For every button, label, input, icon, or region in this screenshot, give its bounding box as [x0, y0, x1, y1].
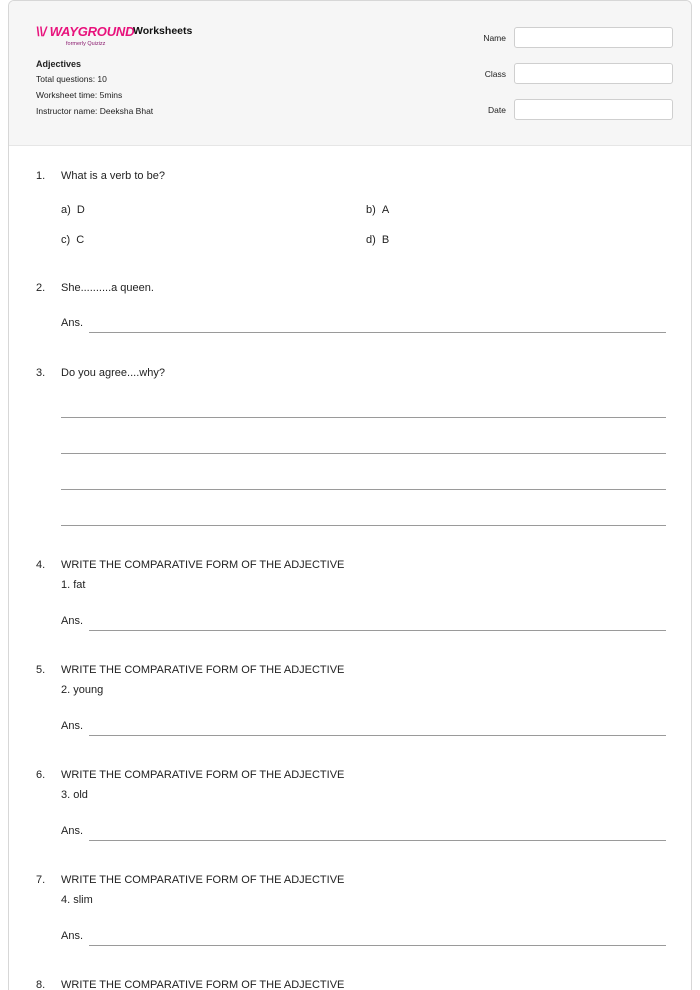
- option-c[interactable]: [61, 234, 84, 246]
- worksheet-title: Adjectives: [36, 59, 82, 69]
- date-label: Date: [488, 104, 506, 115]
- writing-line[interactable]: [61, 417, 666, 418]
- option-label: b): [366, 204, 376, 216]
- worksheet-page: [8, 0, 692, 990]
- date-field-row: [488, 99, 673, 120]
- question-number: 3.: [36, 367, 46, 379]
- question-subtext: 2. young: [61, 684, 104, 696]
- instructor-name: Instructor name: Deeksha Bhat: [36, 106, 154, 116]
- question-text: WRITE THE COMPARATIVE FORM OF THE ADJECTIVE: [61, 664, 345, 676]
- option-text: C: [76, 234, 85, 246]
- question-text: WRITE THE COMPARATIVE FORM OF THE ADJECTIVE: [61, 769, 345, 781]
- question-subtext: 4. slim: [61, 894, 93, 906]
- writing-line[interactable]: [61, 453, 666, 454]
- class-label: Class: [484, 68, 506, 79]
- answer-rule: [89, 735, 666, 736]
- worksheet-header: [9, 1, 691, 146]
- question-text: WRITE THE COMPARATIVE FORM OF THE ADJECTIVE: [61, 874, 345, 886]
- question-number: 6.: [36, 769, 46, 781]
- question-number: 2.: [36, 282, 46, 294]
- answer-line[interactable]: [61, 825, 666, 841]
- answer-rule: [89, 332, 666, 333]
- answer-label: Ans.: [61, 615, 84, 627]
- question-number: 5.: [36, 664, 46, 676]
- answer-label: Ans.: [61, 317, 84, 329]
- name-label: Name: [483, 32, 506, 43]
- question-subtext: 1. fat: [61, 579, 86, 591]
- name-input[interactable]: [514, 27, 673, 48]
- class-field-row: [485, 63, 673, 84]
- option-label: d): [366, 234, 376, 246]
- worksheet-meta: [36, 59, 153, 122]
- option-label: a): [61, 204, 71, 216]
- answer-line[interactable]: [61, 615, 666, 631]
- question-text: What is a verb to be?: [61, 170, 165, 182]
- question-subtext: 3. old: [61, 789, 88, 801]
- answer-line[interactable]: [61, 930, 666, 946]
- question-number: 8.: [36, 979, 46, 990]
- option-text: D: [76, 204, 85, 216]
- answer-rule: [89, 840, 666, 841]
- question-text: She..........a queen.: [61, 282, 154, 294]
- date-input[interactable]: [514, 99, 673, 120]
- total-questions: Total questions: 10: [36, 74, 107, 84]
- product-name: Worksheets: [133, 25, 193, 37]
- logo-subtitle: formerly Quizizz: [66, 41, 106, 47]
- answer-label: Ans.: [61, 930, 84, 942]
- answer-rule: [89, 630, 666, 631]
- answer-line[interactable]: [61, 317, 666, 333]
- logo-mark-icon: \\/: [36, 24, 50, 39]
- answer-label: Ans.: [61, 825, 84, 837]
- question-number: 1.: [36, 170, 46, 182]
- answer-label: Ans.: [61, 720, 84, 732]
- question-text: Do you agree....why?: [61, 367, 165, 379]
- option-text: B: [381, 234, 390, 246]
- option-d[interactable]: [366, 234, 389, 246]
- question-number: 7.: [36, 874, 46, 886]
- option-a[interactable]: [61, 204, 85, 216]
- answer-line[interactable]: [61, 720, 666, 736]
- answer-rule: [89, 945, 666, 946]
- wayground-logo: [36, 24, 134, 39]
- question-number: 4.: [36, 559, 46, 571]
- name-field-row: [483, 27, 673, 48]
- question-text: WRITE THE COMPARATIVE FORM OF THE ADJECTIVE: [61, 979, 345, 990]
- class-input[interactable]: [514, 63, 673, 84]
- option-label: c): [61, 234, 71, 246]
- option-text: A: [381, 204, 390, 216]
- worksheet-time: Worksheet time: 5mins: [36, 90, 123, 100]
- writing-line[interactable]: [61, 525, 666, 526]
- writing-line[interactable]: [61, 489, 666, 490]
- question-text: WRITE THE COMPARATIVE FORM OF THE ADJECTIVE: [61, 559, 345, 571]
- logo-text: WAYGROUND: [49, 24, 135, 39]
- option-b[interactable]: [366, 204, 389, 216]
